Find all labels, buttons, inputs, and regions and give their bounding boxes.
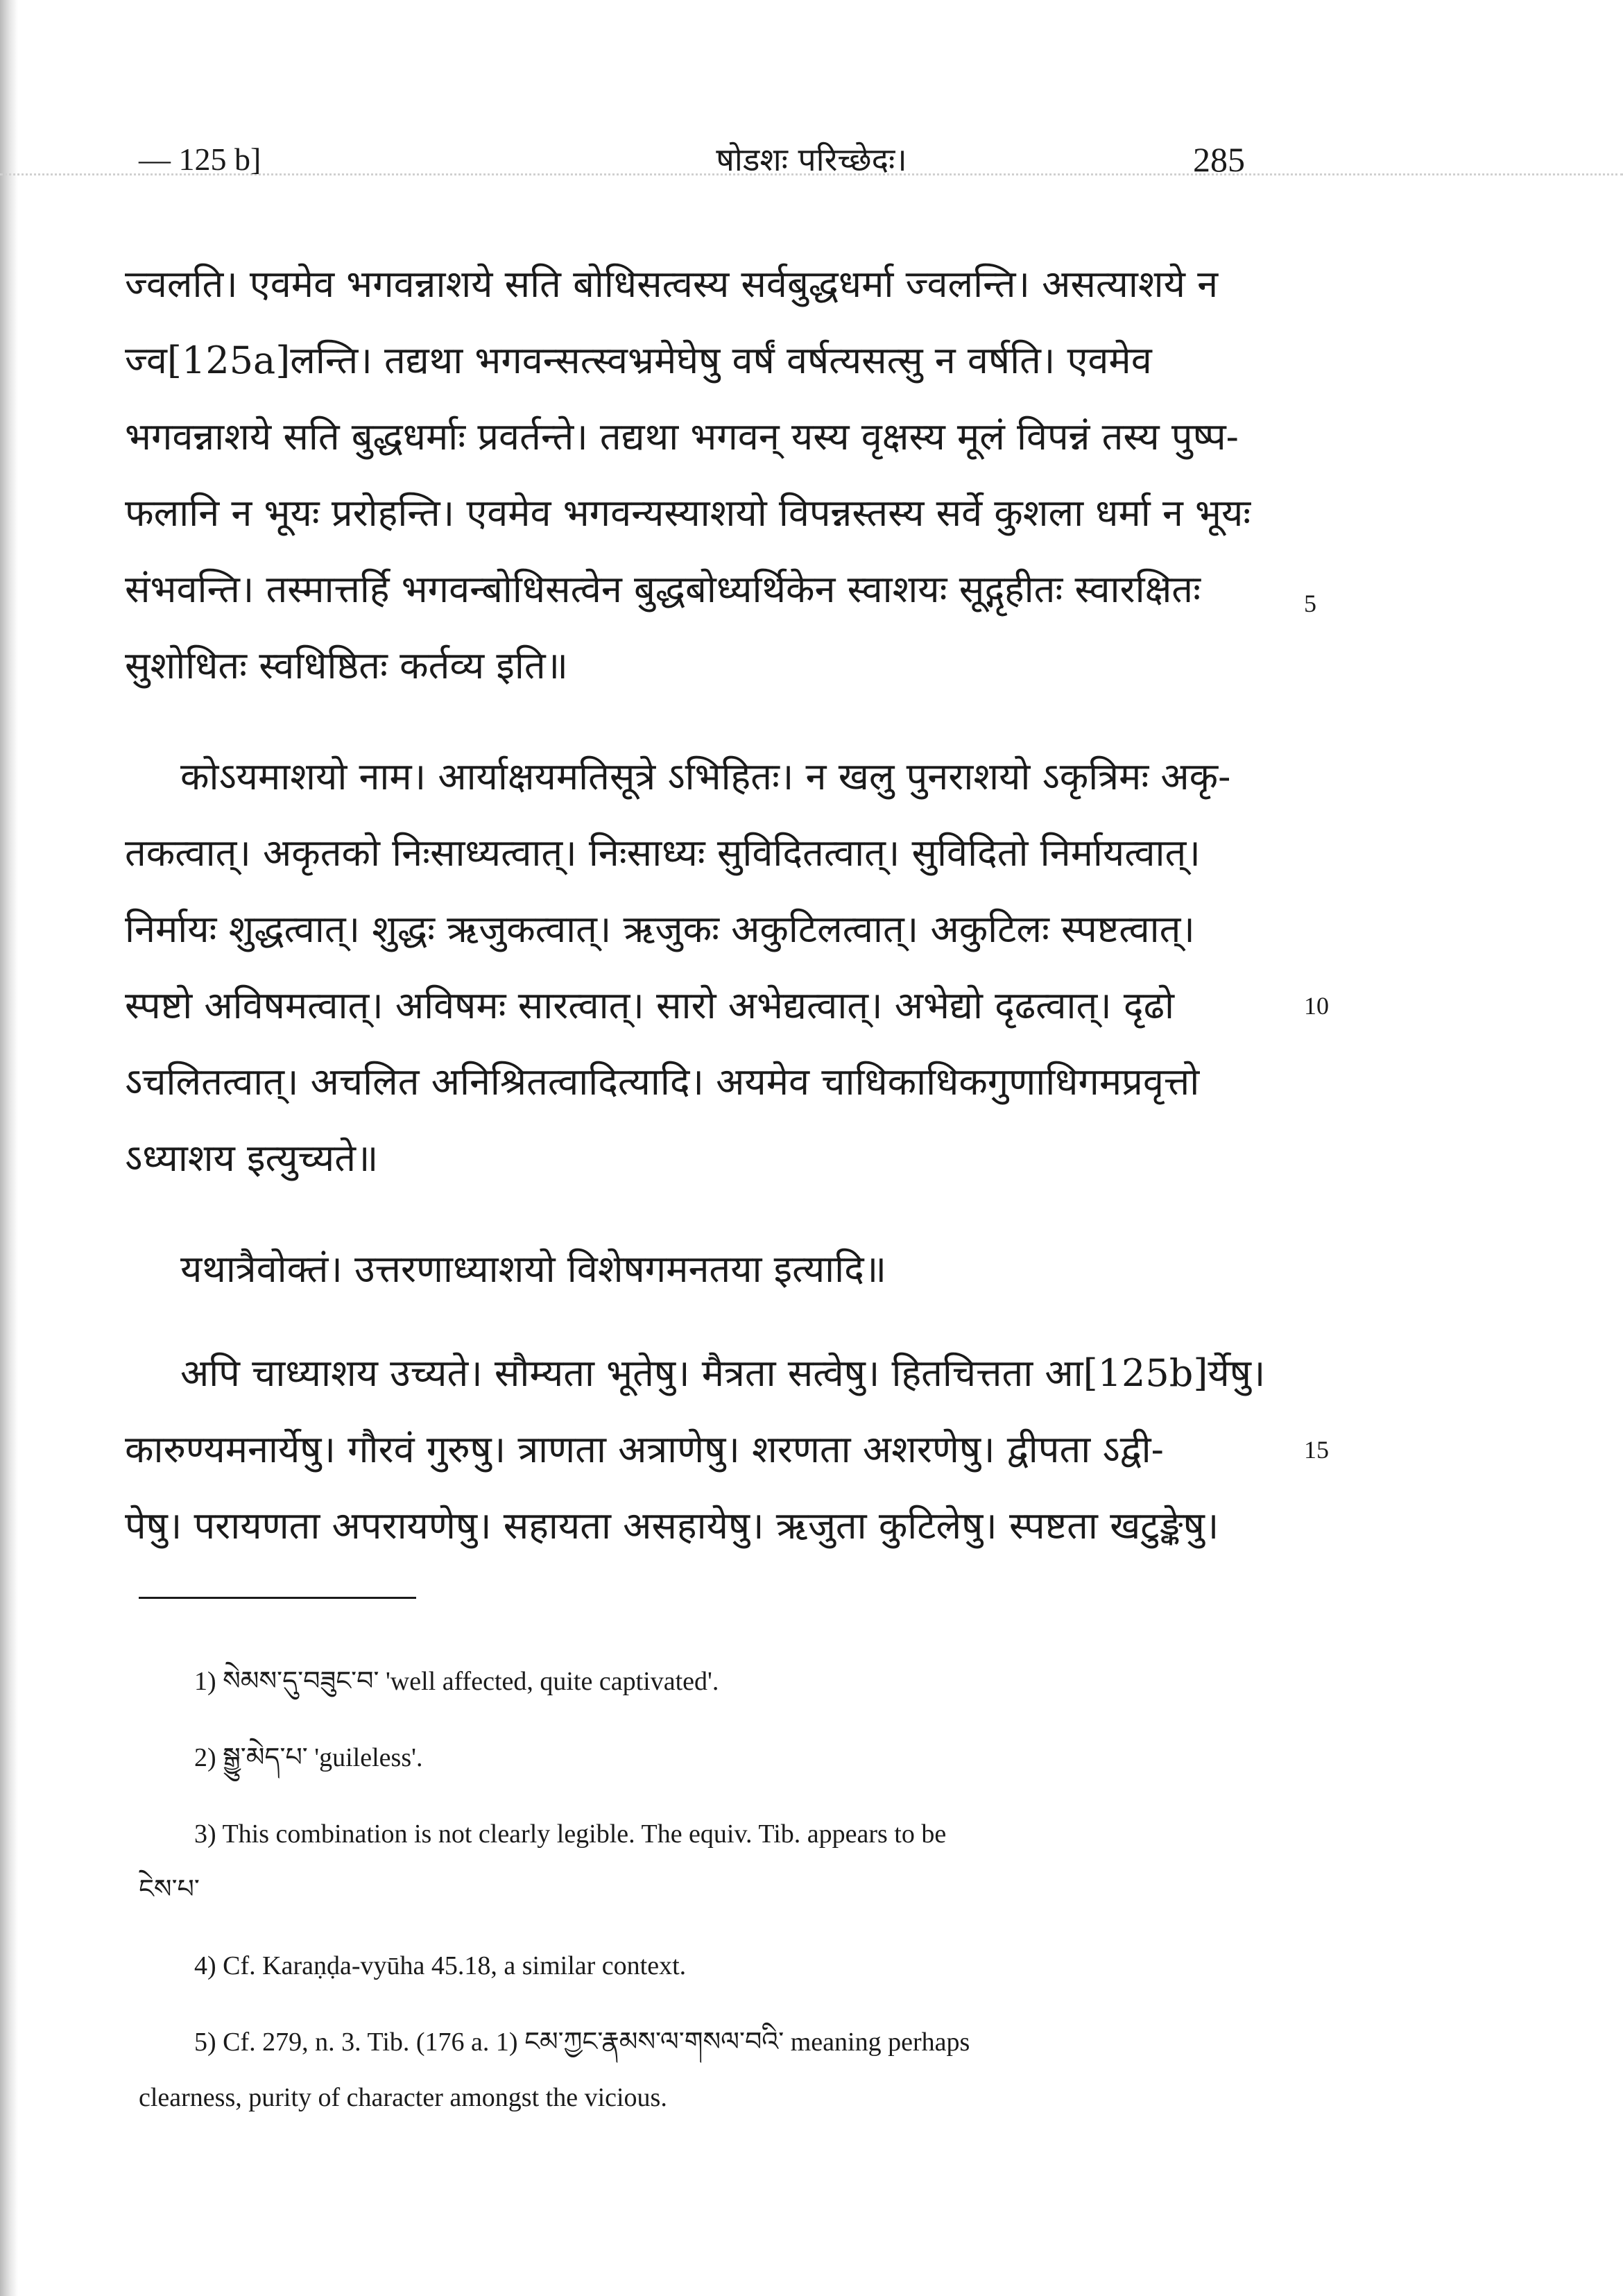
text-line: तकत्वात्। अकृतको निःसाध्यत्वात्। निःसाध्यः सुविदितत्वात्। सुविदितो निर्मायत्वात्।: [125, 831, 1201, 875]
line-number: 5: [1304, 590, 1316, 617]
footnote: 2) སྒྱུ་མེད་པ་ 'guileless'.: [194, 1743, 423, 1772]
header-chapter-title: षोडशः परिच्छेदः।: [716, 141, 907, 178]
text-line: कारुण्यमनार्येषु। गौरवं गुरुषु। त्राणता अत्राणेषु। शरणता अशरणेषु। द्वीपता ऽद्वी-: [125, 1428, 1164, 1471]
header-page-ref: — 125 b]: [139, 142, 261, 177]
text-line: ज्वलति। एवमेव भगवन्नाशये सति बोधिसत्वस्य सर्वबुद्धधर्मा ज्वलन्ति। असत्याशये न: [125, 262, 1219, 306]
text-line: ऽध्याशय इत्युच्यते॥: [125, 1136, 379, 1180]
text-line: स्पष्टो अविषमत्वात्। अविषमः सारत्वात्। सारो अभेद्यत्वात्। अभेद्यो दृढत्वात्। दृढो: [125, 984, 1174, 1027]
line-number: 15: [1304, 1436, 1329, 1464]
footnote-rule: [139, 1597, 416, 1599]
text-line: अपि चाध्याशय उच्यते। सौम्यता भूतेषु। मैत्रता सत्वेषु। हितचित्तता आ[125b]र्येषु।: [180, 1351, 1266, 1395]
footnote: 1) སེམས་དུ་བཟུང་བ་ 'well affected, quite captivated'.: [194, 1667, 719, 1696]
text-line: निर्मायः शुद्धत्वात्। शुद्धः ऋजुकत्वात्। ऋजुकः अकुटिलत्वात्। अकुटिलः स्पष्टत्वात्।: [125, 907, 1195, 951]
text-line: ज्व[125a]लन्ति। तद्यथा भगवन्सत्स्वभ्रमेघेषु वर्षं वर्षत्यसत्सु न वर्षति। एवमेव: [125, 339, 1152, 382]
text-line: फलानि न भूयः प्ररोहन्ति। एवमेव भगवन्यस्याशयो विपन्नस्तस्य सर्वे कुशला धर्मा न भूयः: [125, 491, 1251, 535]
footnote: 4) Cf. Karaṇḍa-vyūha 45.18, a similar context.: [194, 1951, 687, 1980]
footnote: clearness, purity of character amongst the vicious.: [139, 2083, 667, 2112]
text-line: संभवन्ति। तस्मात्तर्हि भगवन्बोधिसत्वेन बुद्धबोध्यर्थिकेन स्वाशयः सूद्गृहीतः स्वारक्षितः: [125, 567, 1201, 611]
text-line: भगवन्नाशये सति बुद्धधर्माः प्रवर्तन्ते। तद्यथा भगवन् यस्य वृक्षस्य मूलं विपन्नं तस्य पुष्प-: [125, 415, 1239, 459]
text-line: सुशोधितः स्वधिष्ठितः कर्तव्य इति॥: [125, 644, 568, 687]
page-scan-edge: [0, 0, 18, 2296]
footnote: 5) Cf. 279, n. 3. Tib. (176 a. 1) ངམ་ཀྱང་རྣམས་ལ་གསལ་བའི་ meaning perhaps: [194, 2028, 970, 2057]
text-line: ऽचलितत्वात्। अचलित अनिश्रितत्वादित्यादि। अयमेव चाधिकाधिकगुणाधिगमप्रवृत्तो: [125, 1060, 1200, 1104]
footnote: ངེས་པ་: [139, 1875, 200, 1904]
footnote: 3) This combination is not clearly legible. The equiv. Tib. appears to be: [194, 1819, 947, 1849]
text-line: कोऽयमाशयो नाम। आर्याक्षयमतिसूत्रे ऽभिहितः। न खलु पुनराशयो ऽकृत्रिमः अकृ-: [180, 755, 1231, 798]
header-page-number: 285: [1193, 140, 1245, 179]
text-line: यथात्रैवोक्तं। उत्तरणाध्याशयो विशेषगमनतया इत्यादि॥: [180, 1247, 887, 1291]
text-line: पेषु। परायणता अपरायणेषु। सहायता असहायेषु। ऋजुता कुटिलेषु। स्पष्टता खटुङ्केषु।: [125, 1504, 1219, 1548]
line-number: 10: [1304, 992, 1329, 1020]
